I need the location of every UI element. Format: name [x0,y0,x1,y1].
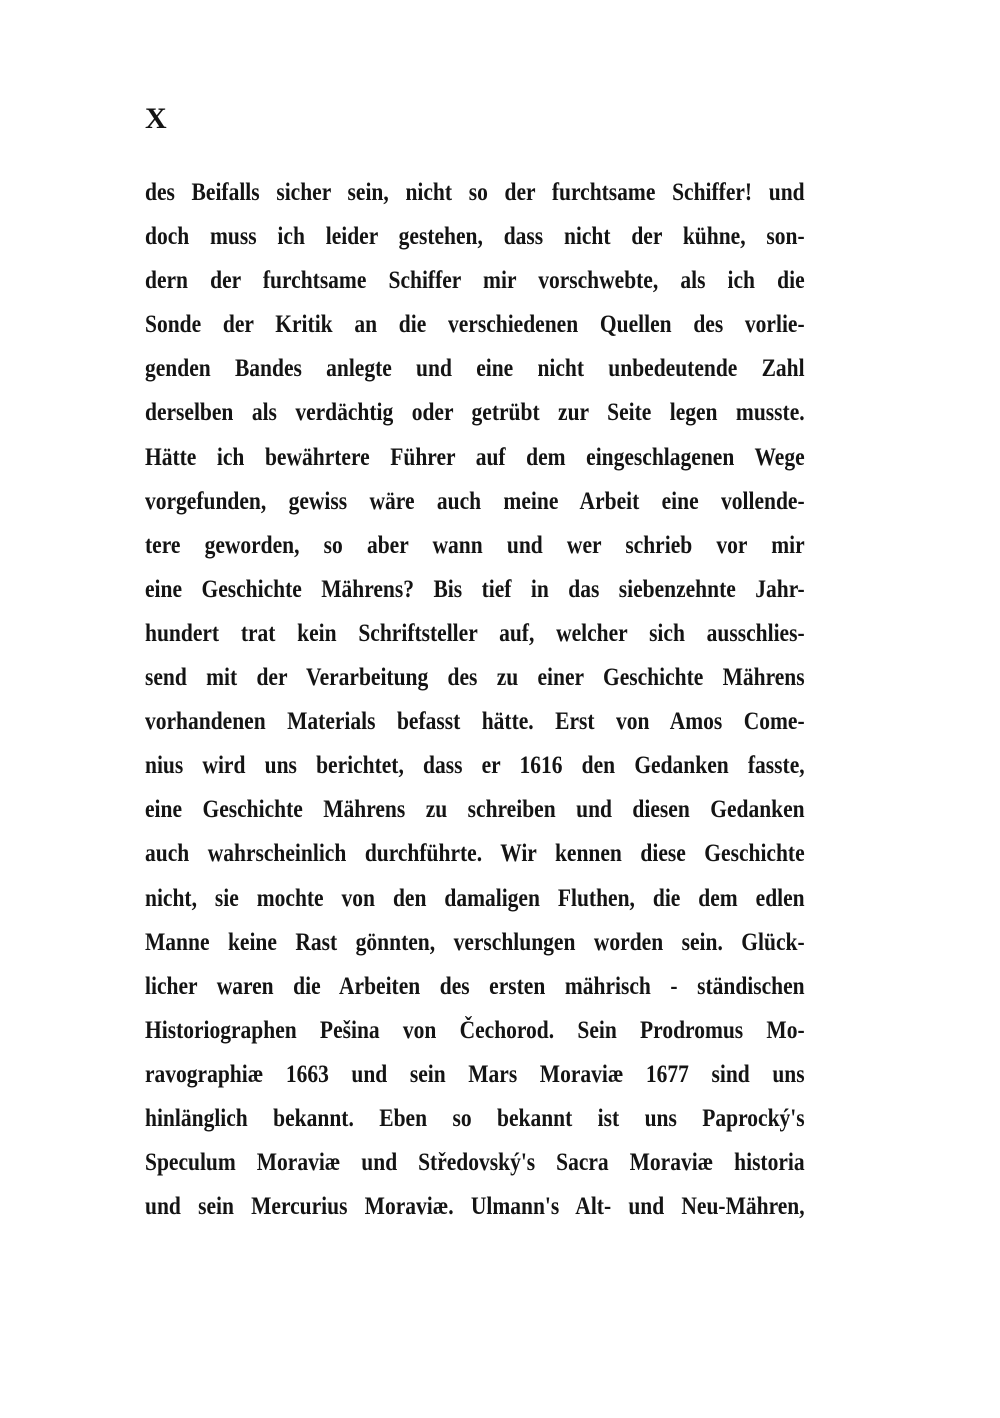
text-line: vorgefunden, gewiss wäre auch meine Arbeit eine vollende- [145,487,805,515]
text-line: eine Geschichte Mährens? Bis tief in das siebenzehnte Jahr- [145,575,805,603]
text-line: nicht, sie mochte von den damaligen Fluthen, die dem edlen [145,884,805,912]
text-line: und sein Mercurius Moraviæ. Ulmann's Alt- und Neu-Mähren, [145,1193,805,1221]
text-line: Hätte ich bewährtere Führer auf dem eingeschlagenen Wege [145,443,805,471]
text-line: derselben als verdächtig oder getrübt zur Seite legen musste. [145,399,805,427]
text-line: Speculum Moraviæ und Středovský's Sacra Moraviæ historia [145,1149,805,1177]
text-line: genden Bandes anlegte und eine nicht unbedeutende Zahl [145,355,805,383]
text-line: auch wahrscheinlich durchführte. Wir kennen diese Geschichte [145,840,805,868]
text-line: dern der furchtsame Schiffer mir vorschwebte, als ich die [145,267,805,295]
text-line: Sonde der Kritik an die verschiedenen Quellen des vorlie- [145,311,805,339]
text-line: Historiographen Pešina von Čechorod. Sein Prodromus Mo- [145,1016,805,1044]
page-number: X [145,102,168,135]
text-line: des Beifalls sicher sein, nicht so der furchtsame Schiffer! und [145,179,805,206]
text-line: hinlänglich bekannt. Eben so bekannt ist uns Paprocký's [145,1104,805,1132]
text-line: nius wird uns berichtet, dass er 1616 den Gedanken fasste, [145,752,805,780]
text-line: vorhandenen Materials befasst hätte. Erst von Amos Come- [145,708,805,736]
text-line: doch muss ich leider gestehen, dass nicht der kühne, son- [145,223,805,251]
text-line: licher waren die Arbeiten des ersten mährisch - ständischen [145,972,805,1000]
body-text [145,171,805,1229]
text-line: ravographiæ 1663 und sein Mars Moraviæ 1677 sind uns [145,1060,805,1088]
text-line: hundert trat kein Schriftsteller auf, welcher sich ausschlies- [145,619,805,647]
text-line: Manne keine Rast gönnten, verschlungen worden sein. Glück- [145,928,805,956]
text-line: send mit der Verarbeitung des zu einer Geschichte Mährens [145,664,805,692]
text-line: tere geworden, so aber wann und wer schrieb vor mir [145,531,805,559]
text-line: eine Geschichte Mährens zu schreiben und diesen Gedanken [145,796,805,824]
